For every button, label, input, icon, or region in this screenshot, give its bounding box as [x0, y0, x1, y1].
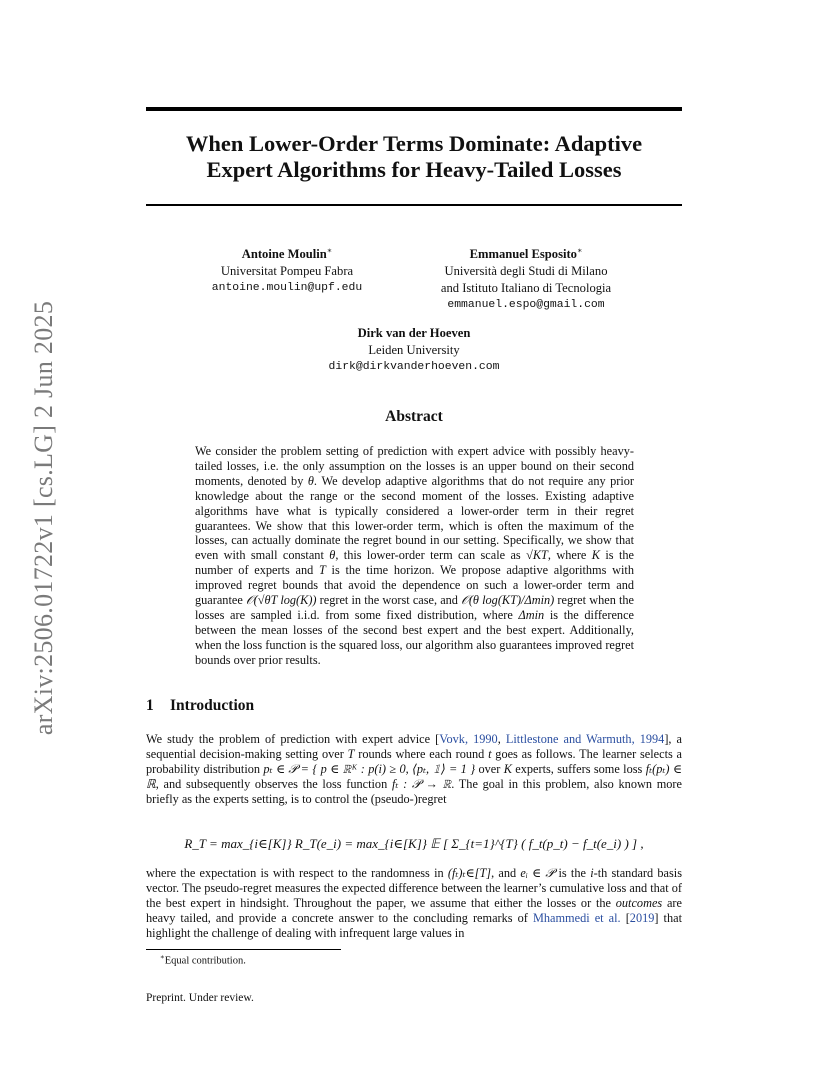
intro-paragraph-1: We study the problem of prediction with expert advice [Vovk, 1990, Littlestone and Warmuth, 1994], a sequential decision-making setting over T rounds where each round t goes as follows. The learner selects a probability distribution pₜ ∈ 𝒫 = { p ∈ ℝᴷ : p(i) ≥ 0, ⟨pₜ, 𝟙⟩ = 1 } over K experts, suffers some loss fₜ(pₜ) ∈ ℝ, and subsequently observes the loss function fₜ : 𝒫 → ℝ. The goal in this problem, also known more briefly as the experts setting, is to control the (pseudo-)regret	[146, 732, 683, 806]
author-name: Antoine Moulin	[241, 247, 327, 262]
math-delta-min: Δmin	[518, 607, 545, 622]
preprint-notice: Preprint. Under review.	[146, 992, 254, 1004]
footnote	[160, 953, 246, 967]
author-block-2	[420, 242, 632, 314]
arxiv-identifier: arXiv:2506.01722v1 [cs.LG] 2 Jun 2025	[29, 300, 58, 736]
section-heading-introduction	[146, 697, 254, 715]
author-affiliation: Universitat Pompeu Fabra	[220, 264, 354, 279]
math-index-i: i	[590, 866, 594, 880]
footnote-text: Equal contribution.	[164, 955, 246, 967]
math-sqrt-kt: √KT	[526, 548, 548, 563]
author-affiliation-2: and Istituto Italiano di Tecnologia	[440, 281, 612, 296]
author-email[interactable]: dirk@dirkvanderhoeven.com	[328, 361, 500, 373]
author-affiliation: Leiden University	[368, 343, 460, 357]
abstract-body: We consider the problem setting of prediction with expert advice with possibly heavy-tailed losses, i.e. the only assumption on the losses is an upper bound on their second moments, denoted by θ. We develop adaptive algorithms that do not require any prior knowledge about the range or the second moment of the losses. Existing adaptive algorithms have what is typically considered a lower-order term in their regret guarantees. We show that this lower-order term, which is often the maximum of the losses, can actually dominate the regret bound in our setting. Specifically, we show that even with small constant θ, this lower-order term can scale as √KT, where K is the number of experts and T is the time horizon. We propose adaptive algorithms with improved regret bounds that avoid the dependence on such a lower-order term and guarantee 𝒪(√θT log(K)) regret in the worst case, and 𝒪(θ log(KT)/Δmin) regret when the losses are sampled i.i.d. from some fixed distribution, where Δmin is the difference between the mean losses of the second best expert and the best expert. Additionally, when the loss function is the squared loss, our algorithm also guarantees improved regret bounds over prior results.	[195, 444, 635, 667]
title-rule-top	[146, 107, 682, 111]
abstract-heading: Abstract	[385, 408, 443, 425]
math-theta: θ	[307, 473, 314, 488]
math-k: K	[591, 548, 600, 563]
author-name: Emmanuel Esposito	[469, 247, 577, 262]
emphasis-outcomes: outcomes	[615, 895, 663, 910]
math-iid-bound: 𝒪(θ log(KT)/Δmin)	[461, 593, 555, 608]
paper-title	[146, 131, 682, 183]
math-t: T	[347, 746, 355, 761]
author-affiliation: Università degli Studi di Milano	[444, 264, 608, 279]
math-t: T	[318, 563, 326, 578]
math-loss-sequence: (fₜ)ₜ∈[T]	[447, 866, 492, 880]
title-line-1: When Lower-Order Terms Dominate: Adaptive	[185, 131, 643, 156]
citation-link[interactable]: Vovk, 1990	[439, 732, 498, 746]
author-email[interactable]: antoine.moulin@upf.edu	[211, 282, 363, 295]
footnote-mark: ∗	[160, 953, 165, 961]
equal-contribution-mark: ∗	[326, 246, 333, 255]
footnote-rule	[146, 949, 341, 950]
math-simplex-def: pₜ ∈ 𝒫 = { p ∈ ℝᴷ : p(i) ≥ 0, ⟨pₜ, 𝟙⟩ = 1 }	[263, 761, 476, 776]
citation-link[interactable]: Littlestone and Warmuth, 1994	[505, 732, 665, 746]
equal-contribution-mark: ∗	[576, 246, 583, 255]
math-loss-function: fₜ : 𝒫 → ℝ	[391, 776, 452, 791]
section-number: 1	[146, 697, 154, 714]
math-worst-case-bound: 𝒪(√θT log(K))	[245, 593, 317, 608]
citation-link[interactable]: 2019	[629, 910, 655, 925]
math-k: K	[503, 761, 512, 776]
author-block-1	[196, 242, 378, 297]
math-theta: θ	[329, 548, 336, 563]
section-title: Introduction	[170, 697, 255, 714]
title-line-2: Expert Algorithms for Heavy-Tailed Losses	[206, 157, 622, 182]
title-rule-bottom	[146, 204, 682, 206]
author-name: Dirk van der Hoeven	[357, 326, 471, 340]
citation-link[interactable]: Mhammedi et al.	[532, 910, 621, 925]
author-block-3	[300, 325, 528, 376]
regret-equation: R_T = max_{i∈[K]} R_T(e_i) = max_{i∈[K]} 𝔼 [ Σ_{t=1}^{T} ( f_t(p_t) − f_t(e_i) ) ] ,	[184, 836, 644, 851]
math-round-t: t	[488, 746, 492, 761]
author-email[interactable]: emmanuel.espo@gmail.com	[447, 299, 605, 312]
intro-paragraph-2: where the expectation is with respect to the randomness in (fₜ)ₜ∈[T], and eᵢ ∈ 𝒫 is the i-th standard basis vector. The pseudo-regret measures the expected difference between the learner’s cumulative loss and that of the best expert in hindsight. Throughout the paper, we assume that either the losses or the outcomes are heavy tailed, and provide a concrete answer to the concluding remarks of Mhammedi et al. [2019] that highlight the challenge of dealing with infrequent large values in	[146, 866, 682, 940]
math-basis-vector: eᵢ ∈ 𝒫	[520, 866, 555, 880]
math-loss: fₜ(pₜ) ∈ ℝ	[146, 761, 682, 791]
